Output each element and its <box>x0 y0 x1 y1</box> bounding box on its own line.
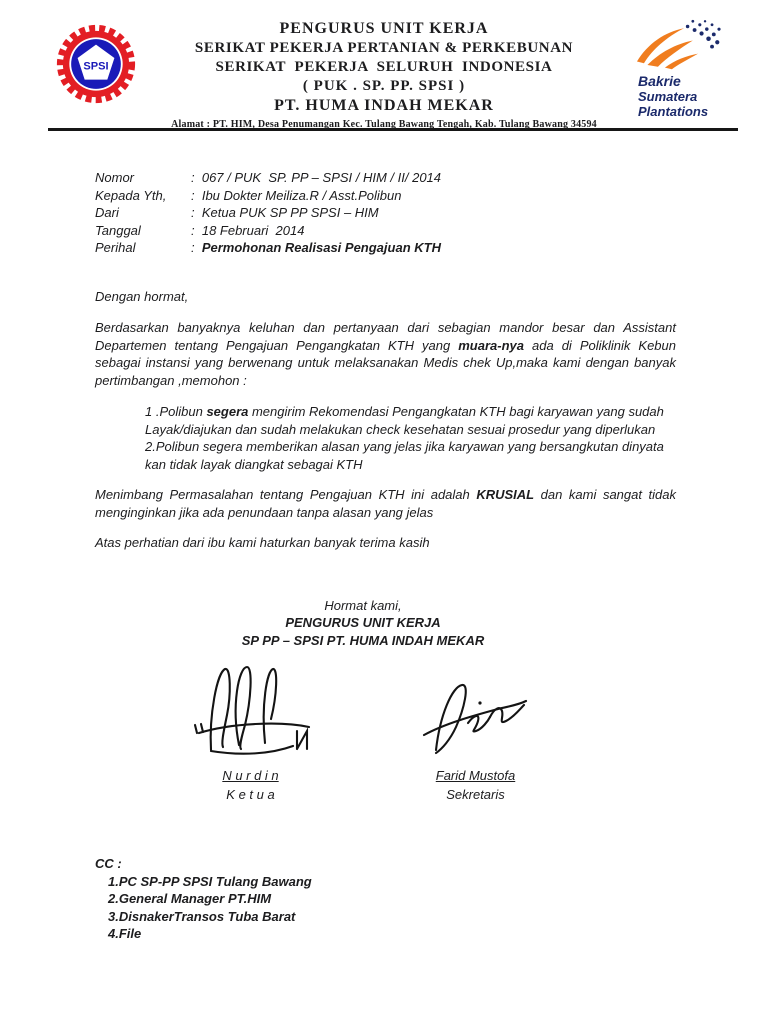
meta-label: Tanggal <box>95 222 141 238</box>
meta-row-tanggal <box>95 222 676 240</box>
spsi-union-logo-icon <box>50 18 142 110</box>
chairman-name: N u r d i n <box>222 768 279 783</box>
org-title-line3: SERIKAT PEKERJA SELURUH INDONESIA <box>215 59 553 75</box>
paragraph-3: Atas perhatian dari ibu kami haturkan banyak terima kasih <box>95 535 430 550</box>
cc-item-4: 4.File <box>108 926 142 941</box>
closing-block <box>153 597 573 650</box>
bakrie-brand-line2: Sumatera <box>638 89 698 104</box>
meta-row-perihal <box>95 239 676 257</box>
meta-label: Nomor <box>95 170 135 185</box>
request-item-1-text: 1 .Polibun <box>145 404 207 419</box>
bakrie-brand-line3: Plantations <box>638 104 709 119</box>
cc-item-1: 1.PC SP-PP SPSI Tulang Bawang <box>108 873 312 889</box>
paragraph-1-text: ada di Poliklinik Kebun sebagai instansi yang berwenang untuk melaksanakan Medis chek Up,maka kami dengan banyak pertimbangan ,memohon : <box>95 337 676 388</box>
meta-row-nomor <box>95 169 676 187</box>
cc-block <box>95 855 676 943</box>
meta-colon: : <box>191 240 202 255</box>
secretary-signature-icon <box>378 655 573 763</box>
cc-label: CC : <box>95 856 122 871</box>
request-item-1-emphasis: segera <box>206 404 249 419</box>
paragraph-1 <box>95 319 676 389</box>
org-title-line2: SERIKAT PEKERJA PERTANIAN & PERKEBUNAN <box>194 40 574 56</box>
closing-org-line1: PENGURUS UNIT KERJA <box>285 615 441 630</box>
paragraph-2 <box>95 486 676 521</box>
meta-value <box>191 239 441 257</box>
request-item-1 <box>145 403 673 438</box>
cc-items <box>108 873 676 943</box>
spsi-logo-text: SPSI <box>83 60 109 73</box>
meta-value: : 18 Februari 2014 <box>191 222 305 238</box>
meta-value: : Ketua PUK SP PP SPSI – HIM <box>191 205 379 220</box>
paragraph-1-emphasis: muara-nya <box>458 337 524 353</box>
org-address: Alamat : PT. HIM, Desa Penumangan Kec. Tulang Bawang Tengah, Kab. Tulang Bawang 34594 <box>171 119 597 130</box>
org-title-line5: PT. HUMA INDAH MEKAR <box>274 97 494 114</box>
letter-meta <box>95 169 676 257</box>
request-list <box>145 403 673 473</box>
letterhead-text <box>150 20 618 130</box>
cc-item-2: 2.General Manager PT.HIM <box>108 891 272 906</box>
bakrie-logo <box>616 16 746 119</box>
bakrie-brand-line1: Bakrie <box>638 73 681 89</box>
meta-row-kepada <box>95 187 676 205</box>
closing-salute: Hormat kami, <box>324 597 402 613</box>
signature-left <box>153 655 348 803</box>
meta-row-dari <box>95 204 676 222</box>
paragraph-2-text: dan kami sangat tidak menginginkan jika ada penundaan tanpa alasan yang jelas <box>95 487 677 520</box>
paragraph-1-text: Berdasarkan banyaknya keluhan dan pertanyaan dari sebagian mandor besar dan Assistant Departemen tentang Pengajuan Pengangkatan KTH yang <box>95 320 676 353</box>
salutation: Dengan hormat, <box>95 288 189 304</box>
meta-label: Dari <box>95 205 119 220</box>
paragraph-2-text: Menimbang Permasalahan tentang Pengajuan KTH ini adalah <box>95 487 477 502</box>
meta-value: : Ibu Dokter Meiliza.R / Asst.Polibun <box>191 187 402 203</box>
chairman-title: K e t u a <box>226 786 275 802</box>
secretary-name: Farid Mustofa <box>435 768 516 783</box>
bakrie-brand-text <box>638 74 746 119</box>
org-title-line1: PENGURUS UNIT KERJA <box>279 20 489 37</box>
bakrie-leaves-icon <box>630 16 726 72</box>
signature-right <box>378 655 573 803</box>
chairman-signature-icon <box>153 655 348 763</box>
meta-label: Kepada Yth, <box>95 187 167 203</box>
request-item-1-text: mengirim Rekomendasi Pengangkatan KTH bagi karyawan yang sudah Layak/diajukan dan sudah melakukan check kesehatan sesuai prosedur yang diperlukan <box>145 404 664 437</box>
letter-subject: Permohonan Realisasi Pengajuan KTH <box>201 240 441 255</box>
paragraph-2-emphasis: KRUSIAL <box>476 487 535 502</box>
meta-label: Perihal <box>95 240 136 255</box>
letterhead <box>0 0 768 130</box>
secretary-title: Sekretaris <box>446 786 505 802</box>
org-title-line4: ( PUK . SP. PP. SPSI ) <box>302 78 466 94</box>
closing-org-line2: SP PP – SPSI PT. HUMA INDAH MEKAR <box>241 632 485 648</box>
request-item-2: 2.Polibun segera memberikan alasan yang jelas jika karyawan yang bersangkutan dinyata kan tidak layak diangkat sebagai KTH <box>145 439 664 472</box>
letter-body <box>95 169 676 943</box>
signature-row <box>153 655 573 803</box>
meta-value: : 067 / PUK SP. PP – SPSI / HIM / II/ 2014 <box>191 170 442 185</box>
cc-item-3: 3.DisnakerTransos Tuba Barat <box>108 908 296 924</box>
